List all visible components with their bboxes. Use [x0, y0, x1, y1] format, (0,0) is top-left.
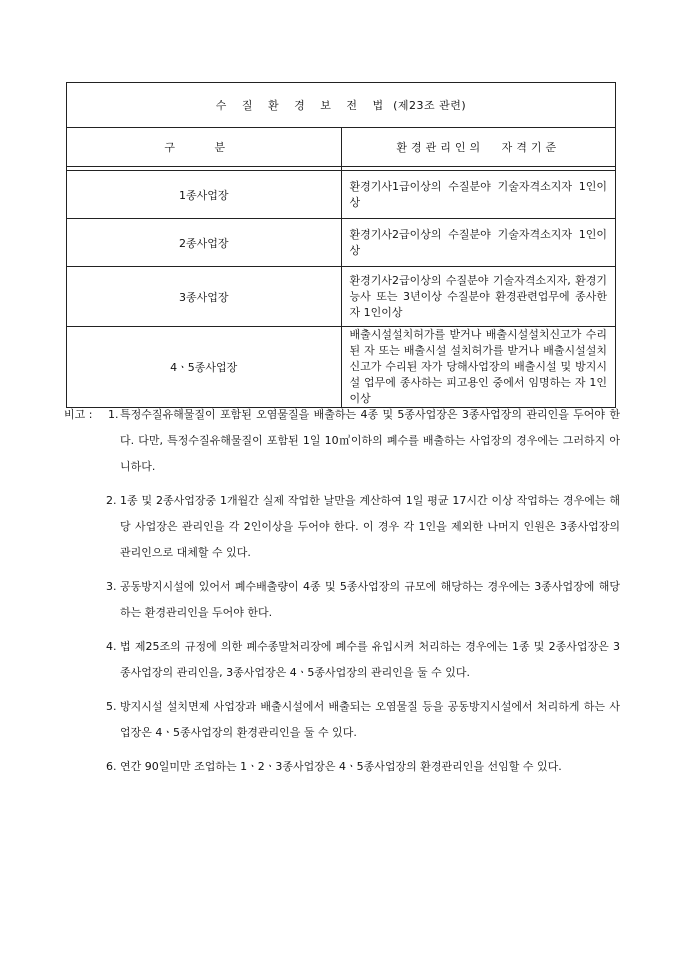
remark-text: 연간 90일미만 조업하는 1ㆍ2ㆍ3종사업장은 4ㆍ5종사업장의 환경관리인을 선임할 수 있다. [120, 760, 562, 773]
table-title-ref: (제23조 관련) [393, 99, 467, 112]
row-criteria: 배출시설설치허가를 받거나 배출시설설치신고가 수리된 자 또는 배출시설 설치허가를 받거나 배출시설설치신고가 수리된 자가 당해사업장의 배출시설 및 방지시설 업무에 종사하는 피고용인 중에서 임명하는 자 1인 이상 [341, 327, 616, 408]
remark-number: 3. [106, 580, 117, 593]
remark-number: 5. [106, 700, 117, 713]
remark-number: 1. [108, 408, 119, 421]
remark-text: 1종 및 2종사업장중 1개월간 실제 작업한 날만을 계산하여 1일 평균 17시간 이상 작업하는 경우에는 해당 사업장은 관리인을 각 2인이상을 두어야 한다. 이 경우 각 1인을 제외한 나머지 인원은 3종사업장의 관리인으로 대체할 수 있다. [120, 494, 620, 559]
remark-number: 2. [106, 494, 117, 507]
remark-text: 특정수질유해물질이 포함된 오염물질을 배출하는 4종 및 5종사업장은 3종사업장의 관리인을 두어야 한다. 다만, 특정수질유해물질이 포함된 1일 10㎥이하의 폐수를 배출하는 사업장의 경우에는 그러하지 아니하다. [120, 408, 620, 473]
remark-number: 6. [106, 760, 117, 773]
row-category: 3종사업장 [67, 267, 342, 327]
remark-item [64, 574, 620, 626]
row-category: 2종사업장 [67, 219, 342, 267]
header-criteria [341, 128, 616, 167]
remark-item [64, 402, 620, 480]
header-criteria-text-2: 자격기준 [501, 141, 561, 154]
remark-item [64, 694, 620, 746]
table-title-text: 수 질 환 경 보 전 법 [215, 99, 390, 112]
table-row [67, 267, 616, 327]
table-title [67, 83, 616, 128]
remark-item [64, 488, 620, 566]
remarks-label: 비고 : [64, 408, 93, 421]
table-row [67, 219, 616, 267]
remark-item [64, 634, 620, 686]
remark-text: 법 제25조의 규정에 의한 폐수종말처리장에 폐수를 유입시켜 처리하는 경우에는 1종 및 2종사업장은 3종사업장의 관리인을, 3종사업장은 4ㆍ5종사업장의 관리인을 둘 수 있다. [120, 640, 620, 679]
row-criteria: 환경기사1급이상의 수질분야 기술자격소지자 1인이상 [341, 171, 616, 219]
header-criteria-text: 환경관리인의 [396, 141, 485, 154]
table-row [67, 327, 616, 408]
remark-number: 4. [106, 640, 117, 653]
row-category: 1종사업장 [67, 171, 342, 219]
remark-item [64, 754, 620, 780]
remark-text: 방지시설 설치면제 사업장과 배출시설에서 배출되는 오염물질 등을 공동방지시설에서 처리하게 하는 사업장은 4ㆍ5종사업장의 환경관리인을 둘 수 있다. [120, 700, 620, 739]
qualification-table [66, 82, 616, 408]
remarks-section [64, 402, 620, 780]
table-row [67, 171, 616, 219]
row-category: 4ㆍ5종사업장 [67, 327, 342, 408]
header-category: 구 분 [67, 128, 342, 167]
row-criteria: 환경기사2급이상의 수질분야 기술자격소지자, 환경기능사 또는 3년이상 수질분야 환경관련업무에 종사한 자 1인이상 [341, 267, 616, 327]
remark-text: 공동방지시설에 있어서 폐수배출량이 4종 및 5종사업장의 규모에 해당하는 경우에는 3종사업장에 해당하는 환경관리인을 두어야 한다. [120, 580, 620, 619]
row-criteria: 환경기사2급이상의 수질분야 기술자격소지자 1인이상 [341, 219, 616, 267]
